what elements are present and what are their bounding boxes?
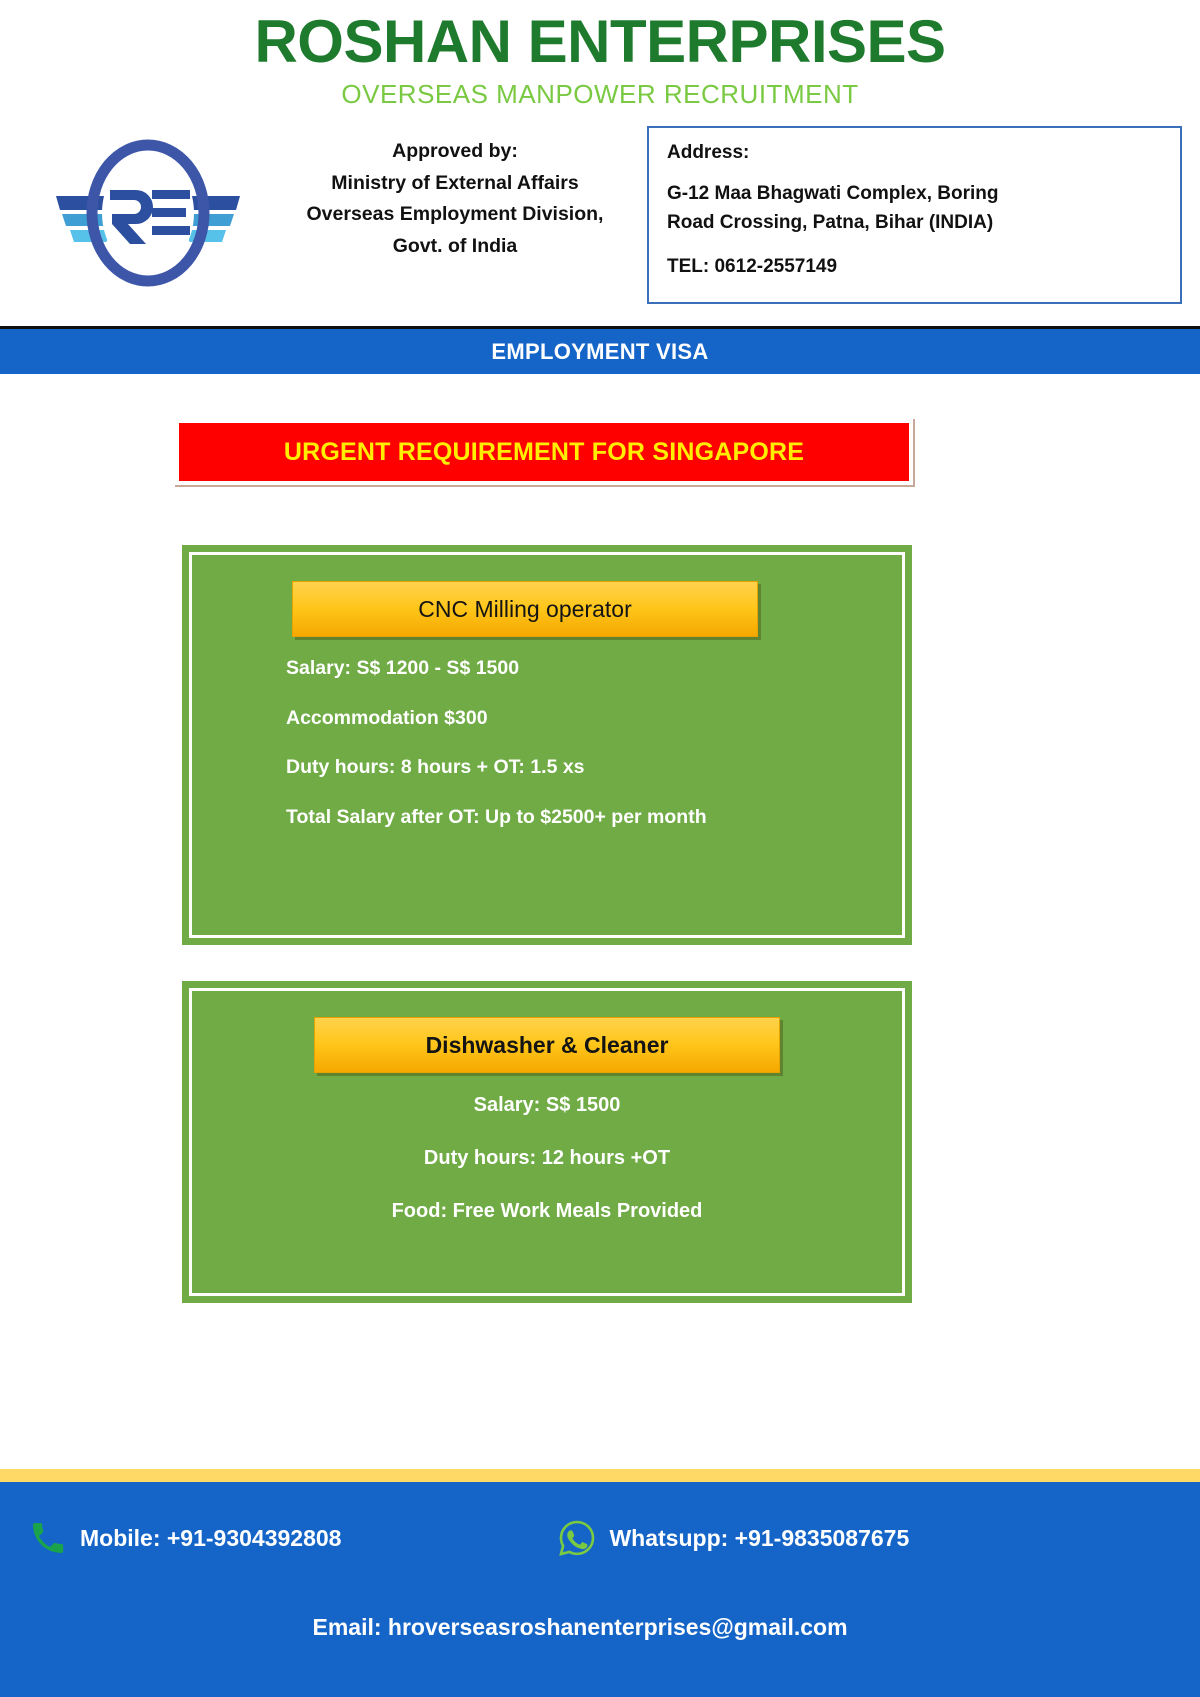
company-name: ROSHAN ENTERPRISES: [254, 8, 946, 75]
urgent-requirement-frame: [175, 419, 915, 487]
address-line-2: Road Crossing, Patna, Bihar (INDIA): [667, 212, 994, 234]
footer-contact-row: [0, 1482, 1200, 1558]
whatsapp-contact[interactable]: [557, 1518, 909, 1558]
approved-line-1: Approved by:: [392, 140, 518, 163]
urgent-requirement-banner: [179, 423, 909, 481]
employment-visa-banner: [0, 326, 1200, 374]
approved-line-4: Govt. of India: [392, 234, 518, 257]
company-logo: [20, 126, 275, 288]
phone-icon: [28, 1518, 68, 1558]
address-label: Address:: [667, 142, 750, 164]
job-detail-salary: Salary: S$ 1500: [473, 1094, 621, 1117]
page-footer: [0, 1482, 1200, 1697]
job-detail-accommodation: Accommodation $300: [286, 706, 488, 729]
mobile-number-label: Mobile: +91-9304392808: [80, 1524, 342, 1551]
job-card: [182, 545, 912, 945]
address-line-1: G-12 Maa Bhagwati Complex, Boring: [667, 183, 999, 205]
address-box: [647, 126, 1182, 304]
employment-visa-label: EMPLOYMENT VISA: [491, 338, 709, 364]
job-card: [182, 981, 912, 1303]
job-detail-total-salary: Total Salary after OT: Up to $2500+ per month: [286, 805, 707, 828]
job-details-list: [192, 1095, 902, 1221]
re-monogram-icon: [48, 138, 248, 288]
job-detail-salary: Salary: S$ 1200 - S$ 1500: [286, 657, 520, 680]
job-details-list: [192, 659, 902, 827]
job-detail-duty-hours: Duty hours: 12 hours +OT: [423, 1147, 671, 1170]
job-card-inner: [189, 552, 905, 938]
job-detail-duty-hours: Duty hours: 8 hours + OT: 1.5 xs: [286, 756, 585, 779]
whatsapp-number-label: Whatsupp: +91-9835087675: [609, 1524, 910, 1551]
approved-line-3: Overseas Employment Division,: [306, 203, 604, 226]
urgent-requirement-label: URGENT REQUIREMENT FOR SINGAPORE: [283, 437, 805, 466]
whatsapp-icon: [557, 1518, 597, 1558]
approved-line-2: Ministry of External Affairs: [331, 171, 579, 194]
header-middle-row: [0, 126, 1200, 316]
footer-accent-strip: [0, 1469, 1200, 1482]
job-title-button[interactable]: Dishwasher & Cleaner: [314, 1017, 780, 1073]
page-header: [0, 0, 1200, 316]
address-telephone: TEL: 0612-2557149: [667, 255, 838, 277]
company-tagline: OVERSEAS MANPOWER RECRUITMENT: [341, 79, 859, 110]
approval-text: [275, 126, 635, 262]
email-label[interactable]: Email: hroverseasroshanenterprises@gmail.com: [312, 1614, 848, 1640]
job-detail-food: Food: Free Work Meals Provided: [391, 1200, 703, 1223]
mobile-contact[interactable]: [28, 1518, 341, 1558]
job-card-inner: [189, 988, 905, 1296]
job-title-button[interactable]: CNC Milling operator: [292, 581, 758, 637]
